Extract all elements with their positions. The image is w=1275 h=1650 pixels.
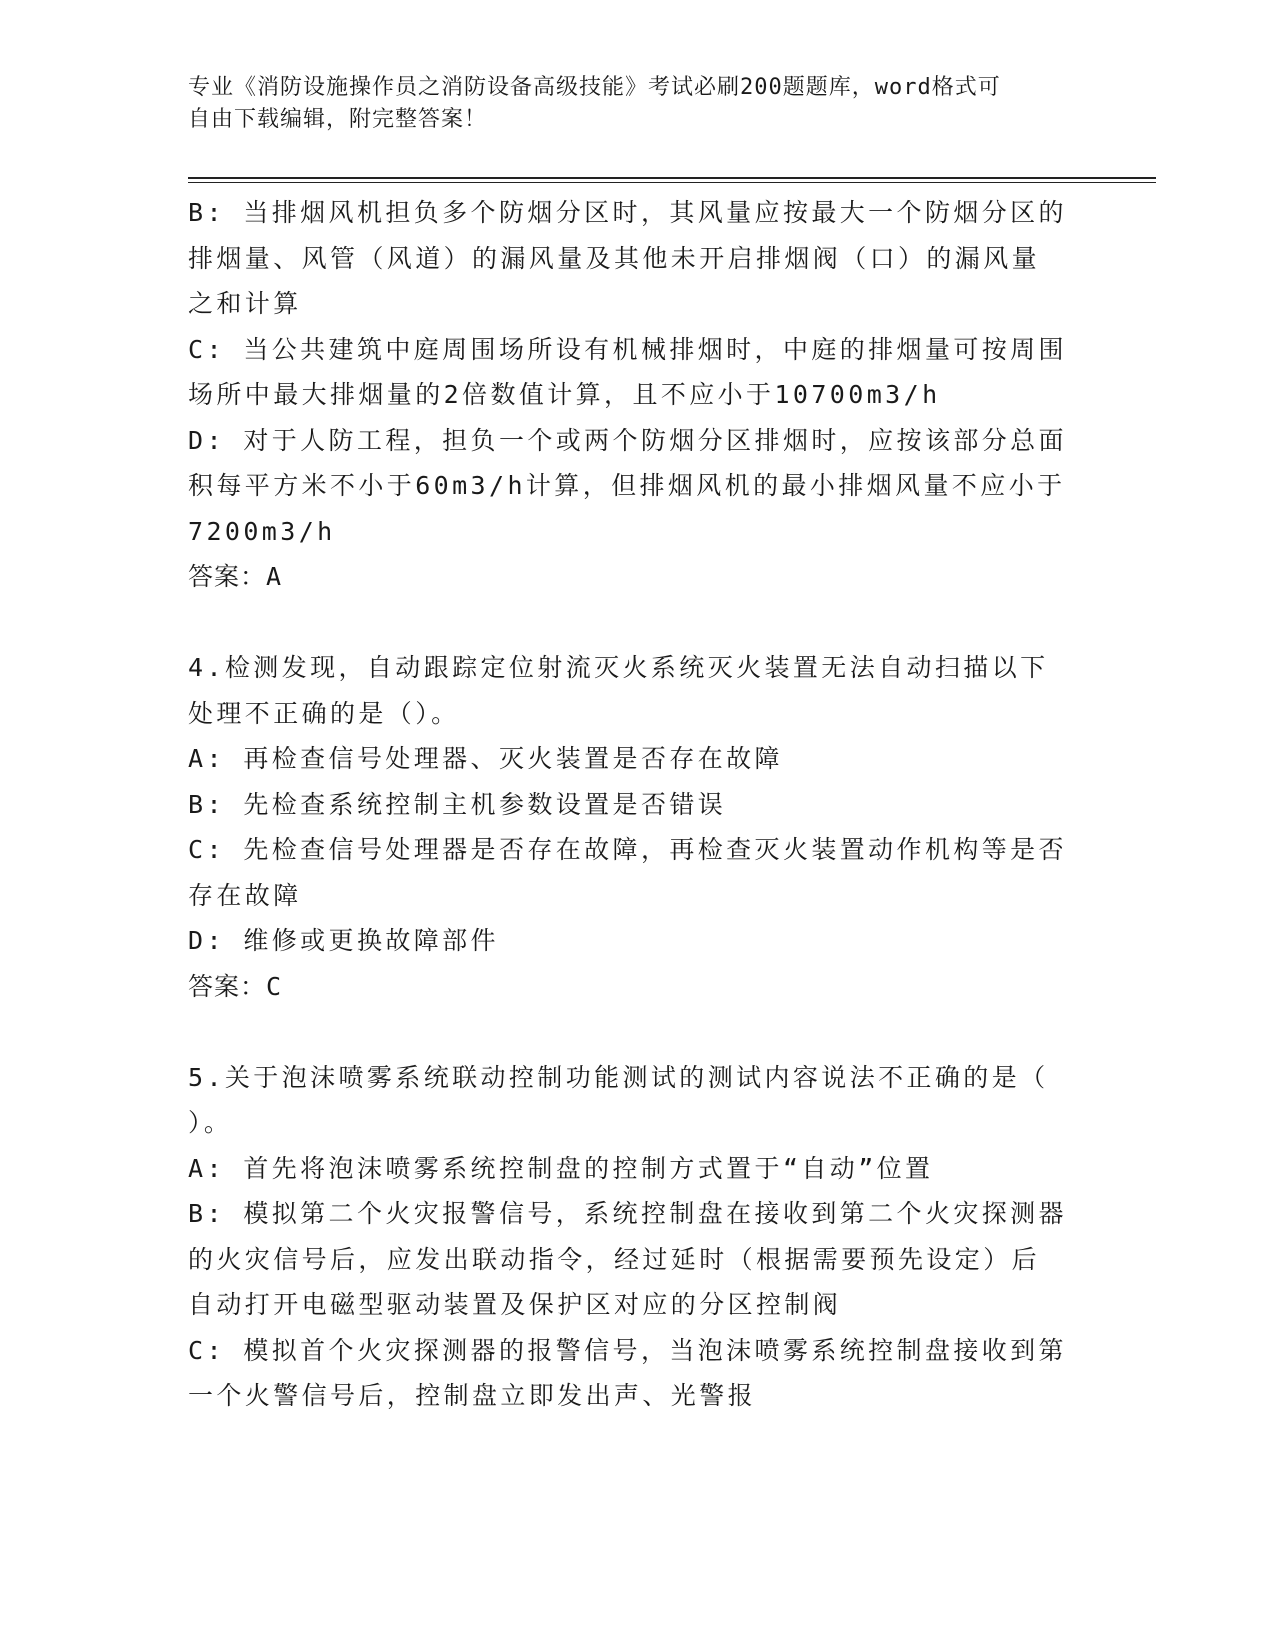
option-line: D: 对于人防工程，担负一个或两个防烟分区排烟时，应按该部分总面: [188, 425, 1067, 455]
document-header: [188, 72, 1068, 136]
header-line-1: 专业《消防设施操作员之消防设备高级技能》考试必刷200题题库，word格式可: [188, 75, 1001, 100]
option-c: [188, 827, 1068, 918]
header-divider-thin: [188, 182, 1156, 183]
option-line: C: 先检查信号处理器是否存在故障，再检查灭火装置动作机构等是否: [188, 835, 1067, 864]
option-line: B: 当排烟风机担负多个防烟分区时，其风量应按最大一个防烟分区的: [188, 198, 1067, 227]
option-line: 之和计算: [188, 289, 302, 318]
spacer: [188, 1009, 1068, 1055]
stem-line: ）。: [188, 1108, 233, 1137]
answer-label: 答案：C: [188, 971, 283, 1001]
stem-line: 处理不正确的是（）。: [188, 698, 460, 728]
option-line: 一个火警信号后，控制盘立即发出声、光警报: [188, 1381, 757, 1410]
option-a: A: 首先将泡沫喷雾系统控制盘的控制方式置于“自动”位置: [188, 1153, 934, 1183]
question-stem: [188, 1055, 1068, 1146]
option-b: B: 先检查系统控制主机参数设置是否错误: [188, 789, 727, 819]
stem-line: 4.检测发现，自动跟踪定位射流灭火系统灭火装置无法自动扫描以下: [188, 653, 1049, 682]
option-line: 场所中最大排烟量的2倍数值计算，且不应小于10700m3/h: [188, 380, 941, 409]
option-line: 积每平方米不小于60m3/h计算，但排烟风机的最小排烟风量不应小于: [188, 471, 1066, 500]
stem-line: 5.关于泡沫喷雾系统联动控制功能测试的测试内容说法不正确的是（: [188, 1062, 1049, 1092]
option-a: A: 再检查信号处理器、灭火装置是否存在故障: [188, 744, 783, 773]
answer-label: 答案：A: [188, 562, 283, 591]
option-line: C: 当公共建筑中庭周围场所设有机械排烟时，中庭的排烟量可按周围: [188, 334, 1067, 364]
option-line: 7200m3/h: [188, 516, 336, 546]
option-c: [188, 1328, 1068, 1419]
option-line: B: 模拟第二个火灾报警信号，系统控制盘在接收到第二个火灾探测器: [188, 1199, 1067, 1228]
option-line: 排烟量、风管（风道）的漏风量及其他未开启排烟阀（口）的漏风量: [188, 243, 1041, 273]
option-line: C: 模拟首个火灾探测器的报警信号，当泡沫喷雾系统控制盘接收到第: [188, 1335, 1067, 1365]
option-line: 的火灾信号后，应发出联动指令，经过延时（根据需要预先设定）后: [188, 1244, 1041, 1274]
option-d: [188, 418, 1068, 555]
question-4: [188, 645, 1068, 1009]
option-d: D: 维修或更换故障部件: [188, 926, 499, 955]
option-b: [188, 1191, 1068, 1328]
option-c: [188, 327, 1068, 418]
question-content: [188, 190, 1068, 1419]
question-5: [188, 1055, 1068, 1419]
question-stem: [188, 645, 1068, 736]
header-divider-thick: [188, 177, 1156, 179]
question-3-continued: [188, 190, 1068, 600]
option-b: [188, 190, 1068, 327]
header-line-2: 自由下载编辑，附完整答案！: [188, 107, 488, 132]
option-line: 存在故障: [188, 880, 302, 910]
option-line: 自动打开电磁型驱动装置及保护区对应的分区控制阀: [188, 1290, 842, 1319]
spacer: [188, 600, 1068, 646]
